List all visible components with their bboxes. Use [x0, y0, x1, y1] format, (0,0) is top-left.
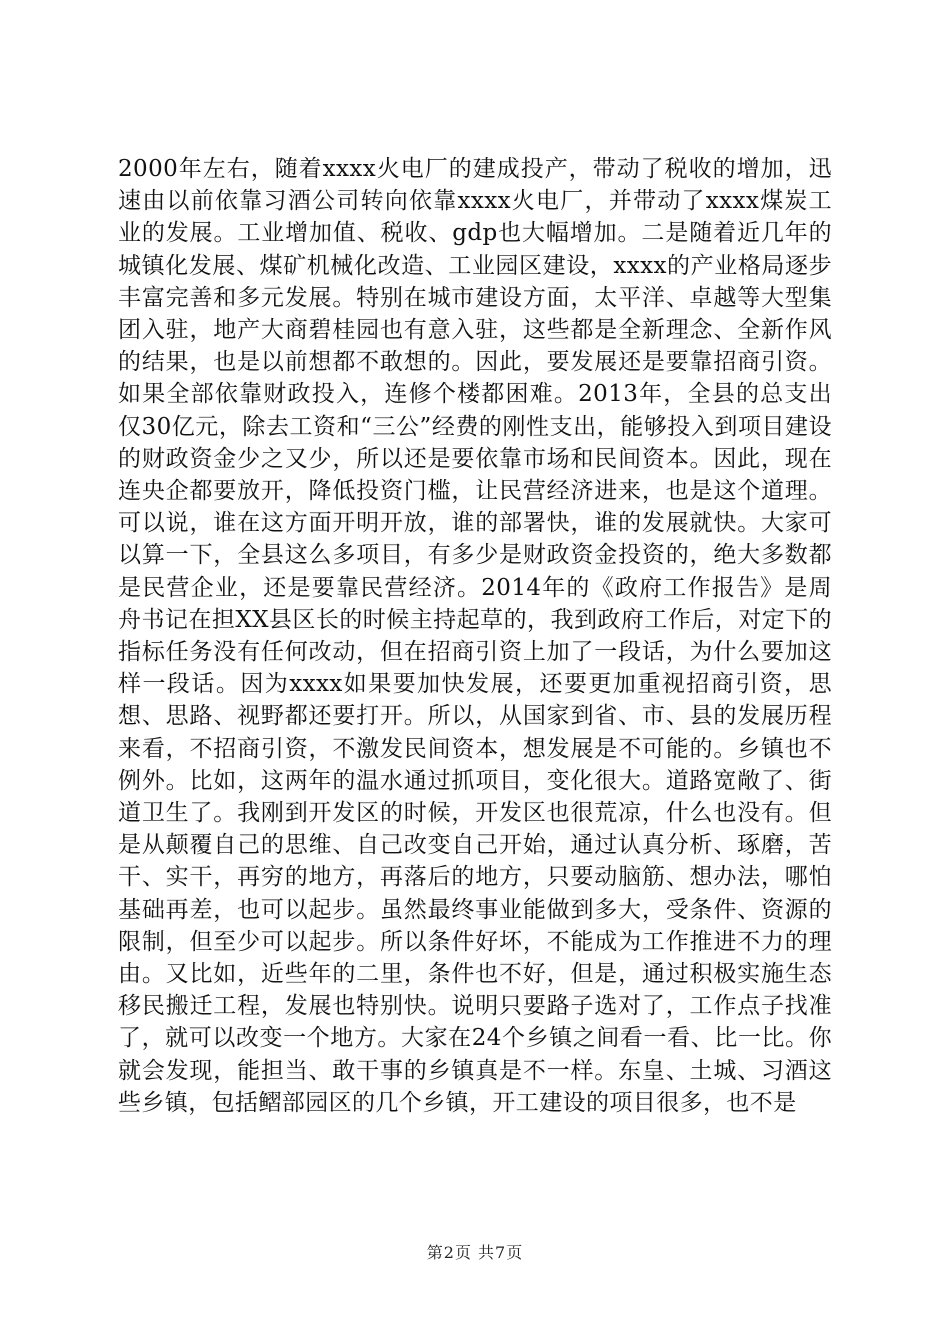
- page-number-footer: 第2页 共7页: [426, 1243, 524, 1262]
- body-paragraph: 2000年左右，随着xxxx火电厂的建成投产，带动了税收的增加，迅速由以前依靠习酒公司转向依靠xxxx火电厂，并带动了xxxx煤炭工业的发展。工业增加值、税收、gdp也大幅增加。二是随着近几年的城镇化发展、煤矿机械化改造、工业园区建设，xxxx的产业格局逐步丰富完善和多元发展。特别在城市建设方面，太平洋、卓越等大型集团入驻，地产大商碧桂园也有意入驻，这些都是全新理念、全新作风的结果，也是以前想都不敢想的。因此，要发展还是要靠招商引资。如果全部依靠财政投入，连修个楼都困难。2013年，全县的总支出仅30亿元，除去工资和“三公”经费的刚性支出，能够投入到项目建设的财政资金少之又少，所以还是要依靠市场和民间资本。因此，现在连央企都要放开，降低投资门槛，让民营经济进来，也是这个道理。可以说，谁在这方面开明开放，谁的部署快，谁的发展就快。大家可以算一下，全县这么多项目，有多少是财政资金投资的，绝大多数都是民营企业，还是要靠民营经济。2014年的《政府工作报告》是周舟书记在担XX县区长的时候主持起草的，我到政府工作后，对定下的指标任务没有任何改动，但在招商引资上加了一段话，为什么要加这样一段话。因为xxxx如果要加快发展，还要更加重视招商引资，思想、思路、视野都还要打开。所以，从国家到省、市、县的发展历程来看，不招商引资，不激发民间资本，想发展是不可能的。乡镇也不例外。比如，这两年的温水通过抓项目，变化很大。道路宽敞了、街道卫生了。我刚到开发区的时候，开发区也很荒凉，什么也没有。但是从颠覆自己的思维、自己改变自己开始，通过认真分析、琢磨，苦干、实干，再穷的地方，再落后的地方，只要动脑筋、想办法，哪怕基础再差，也可以起步。虽然最终事业能做到多大，受条件、资源的限制，但至少可以起步。所以条件好坏，不能成为工作推进不力的理由。又比如，近些年的二里，条件也不好，但是，通过积极实施生态移民搬迁工程，发展也特别快。说明只要路子选对了，工作点子找准了，就可以改变一个地方。大家在24个乡镇之间看一看、比一比。你就会发现，能担当、敢干事的乡镇真是不一样。东皇、土城、习酒这些乡镇，包括鳛部园区的几个乡镇，开工建设的项目很多，也不是: [118, 156, 832, 1116]
